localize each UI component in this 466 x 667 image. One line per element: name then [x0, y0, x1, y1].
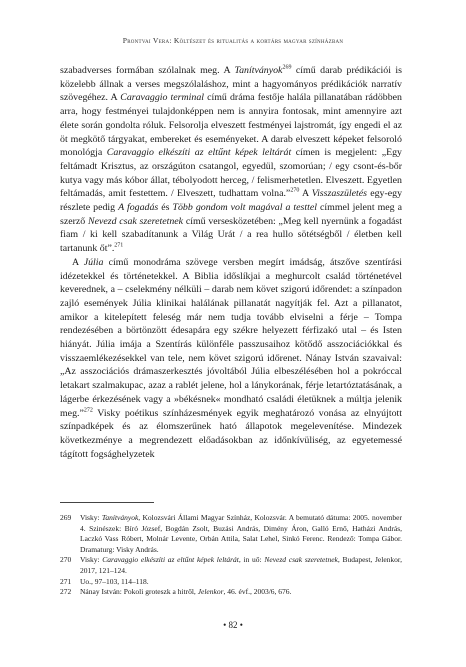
footnote-272 [60, 587, 402, 598]
footnote-number: 271 [60, 576, 72, 586]
paragraph-2 [60, 256, 402, 462]
text-run: A [299, 188, 312, 200]
footnote-number: 270 [60, 555, 72, 565]
footnote-text [80, 513, 402, 555]
footnote-ref[interactable]: 271 [114, 242, 124, 249]
text-run: , Budapest, Jelenkor, 2017, 121–124. [80, 555, 402, 575]
text-run: című versesközetében: „Meg kell nyernünk a fogadást fiam / ki kell szabadítanunk a Világ Urát / a rea hullo sötétségből / életben kell tartanunk őt”. [60, 215, 402, 255]
work-title: Tanítványok [101, 513, 139, 522]
work-title: A fogadás [118, 202, 159, 214]
text-run: címmel jelent meg a szerző [60, 202, 402, 227]
text-run: A [72, 256, 84, 268]
text-run: , in uő: [238, 555, 265, 565]
text-run: egy-egy részlete pedig [60, 188, 403, 214]
footnote-number: 269 [60, 513, 72, 522]
footnote-text [80, 587, 402, 598]
text-run: szabadverses formában szólalnak meg. A [60, 65, 235, 76]
footnote-ref[interactable]: 269 [282, 64, 292, 71]
paragraph-1 [60, 64, 402, 256]
footnote-text [80, 555, 402, 576]
running-head: Prontvai Vera: Költészet és ritualitás a kortárs magyar színházban [122, 36, 344, 45]
text-run: Visky poétikus színházesmények egyik meghatározó vonása az elnyújtott színpadképek és az élomszerűnek ható állapotok megelevenítése. Mindezek következménye a megrendezett előadásokban az időnkívüliség, az egyetemessé tágított fogsághelyzetek [60, 407, 402, 460]
work-title: Caravaggio elkészíti az eltűnt képek leltárát [106, 147, 292, 159]
footnote-269 [60, 513, 402, 555]
footnote-270 [60, 555, 402, 576]
work-title: Nevezd csak szeretetnek [264, 555, 338, 565]
work-title: Caravaggio terminal [120, 92, 205, 104]
text-run: címen is megjelent: „Egy feltámadt Krisztus, az országúton csatangol, egyedül, szomorúan; / egy csont-és-bőr kutya vagy más kóbor állat, tébolyodott herceg, / felismerhetetlen. Elveszett. Egyetlen feltámadás, amit festettem. / Elveszett, tudhattam volna.” [60, 147, 402, 200]
text-run: című dráma festője halála pillanatában rádöbben arra, hogy festményei tulajdonképpen nem is annyira fontosak, mint amennyire azt élete során gondolta róluk. Felsorolja elveszett festményei lajstromát, így engedi el az öt megkötő tárgyakat, embereket és eseményeket. A darab elveszett képeket felsoroló monológja [60, 92, 402, 159]
footnotes [60, 513, 402, 598]
footnote-271 [60, 577, 402, 588]
text-run: , Kolozsvári Állami Magyar Színház, Kolozsvár. A bemutató dátuma: 2005. november 4. Szinészek: Bíró József, Bogdán Zsolt, Buzási András, Dimény Áron, Galló Ernő, Hatházi András, Laczkó Vass Róbert, Molnár Levente, Orbán Attila, Salat Lehel, Sinkó Ferenc. Rendező: Tompa Gábor. Dramaturg: Visky András. [80, 513, 402, 554]
text-run: , 46. évf., 2003/6, 676. [223, 587, 292, 597]
work-title: Tanítványok [234, 65, 283, 76]
footnote-ref[interactable]: 270 [290, 188, 300, 195]
text-run: című darab prédikációi is közelebb állnak a verses megszólaláshoz, mint a hagyományos prédikációk narratív szövegéhez. A [60, 65, 403, 104]
work-title: Júlia [83, 256, 104, 268]
work-title: Több gondom volt magával a testtel [172, 202, 318, 214]
footnote-number: 272 [60, 587, 72, 597]
work-title: Jelenkor [197, 587, 224, 597]
work-title: Visszaszületés [311, 188, 367, 200]
main-text [60, 64, 402, 461]
footnote-ref[interactable]: 272 [83, 407, 93, 414]
page-number: • 82 • [223, 620, 243, 630]
text-run: és [158, 202, 173, 214]
footnote-text: Uo., 97–103, 114–118. [80, 576, 149, 586]
text-run: Nánay István: Pokoli groteszk a hitről, [80, 587, 198, 597]
text-run: című monodráma szövege versben megírt imádság, átszőve szentírási idézetekkel és történetekkel. A Biblia időslíkjai a meghurcolt család történetével keverednek, a – cselekmény nélküli – darab nem követ szigorú időrendet: a színpadon zajló események Júlia klinikai halálának pillanatát nagyítják fel. Azt a pillanatot, amikor a kitelepített feleség már nem tudja tovább elviselni a férje – Tompa rendezésében a börtönzött édesapára egy székre helyezett férfizakó utal – és Isten hiányát. Júlia imája a Szentírás különféle passzusaihoz kötődő asszociációkkal és visszaemlékezésekkel van tele, nem követ szigorú időrenet. Nánay István szavaival: „Az asszociációs drámaszerkesztés jóvoltából Júlia elbeszélésében hol a pokróccal letakart szalmakupac, azaz a rablét jelene, hol a lánykorának, férje letartóztatásának, a lágerbe érkezésének vagy a »békésnek« mondható családi életüknek a múltja jelenik meg.” [60, 256, 402, 419]
footnote-divider [60, 502, 154, 503]
work-title: Caravaggio elkészíti az eltűnt képek leltárát [102, 555, 239, 565]
text-run: Visky: [80, 513, 102, 522]
text-run: Visky: [80, 555, 103, 565]
work-title: Nevezd csak szeretetnek [87, 215, 184, 227]
